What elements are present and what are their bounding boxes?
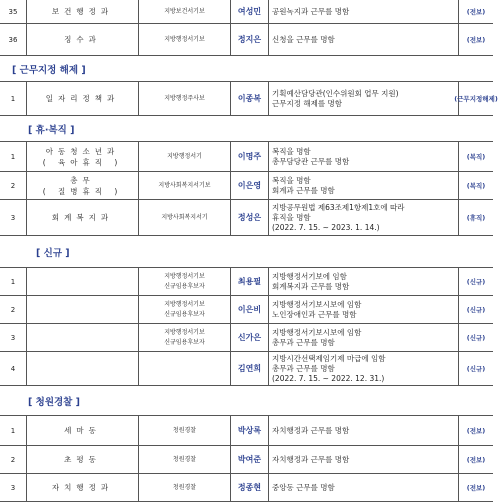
position-line: 지방행정서기보 [164,272,205,280]
action-tag [458,172,493,199]
action-tag-text: (전보) [466,7,486,16]
row-number [0,446,26,473]
table-row [0,172,493,200]
table-row [0,142,493,172]
table-row [0,474,493,502]
order-note-cell [268,172,458,199]
department-cell [26,200,138,235]
name-text: 이종복 [237,94,262,103]
department-cell [26,0,138,23]
order-note-line: 지방행정서기보에 임함 [272,271,347,281]
row-number-text: 3 [10,213,16,222]
position-cell [138,416,230,445]
department-cell [26,296,138,323]
position-line: 지방사회복지서기 [161,213,208,221]
position-line: 청원경찰 [172,455,197,463]
table-row [0,24,493,56]
name-text: 여성민 [237,7,262,16]
row-number [0,172,26,199]
section-heading [0,386,493,416]
table-row [0,352,493,386]
position-cell [138,474,230,501]
department-line: ( 질병휴직 ) [42,186,123,196]
section-heading-text: [ 청원경찰 ] [28,396,81,408]
position-cell [138,324,230,351]
position-cell [138,352,230,385]
order-note-line: (2022. 7. 15. ~ 2023. 1. 14.) [272,222,380,232]
position-line: 지방행정서기보 [164,35,205,43]
department-cell [26,324,138,351]
order-note-cell [268,142,458,171]
row-number [0,324,26,351]
name-cell [230,474,268,501]
row-number-text: 36 [8,35,18,44]
order-note-line: 지방행정서기보시보에 임함 [272,327,362,337]
row-number [0,200,26,235]
action-tag [458,352,493,385]
order-note-line: 중앙동 근무를 명함 [272,482,335,492]
table-row [0,82,498,116]
position-cell [138,296,230,323]
row-number [0,268,26,295]
position-cell [138,82,230,115]
department-cell [26,416,138,445]
name-text: 정지은 [237,35,262,44]
department-cell [26,82,138,115]
action-tag [458,296,493,323]
name-cell [230,416,268,445]
order-note-line: 근무지정 해제를 명함 [272,98,342,108]
row-number [0,352,26,385]
order-note-line: 총무담당관 근무를 명함 [272,156,350,166]
order-note-cell [268,446,458,473]
action-tag [458,0,493,23]
table-row [0,416,493,446]
action-tag [458,324,493,351]
order-note-line: 신청을 근무를 명함 [272,34,335,44]
position-line: 지방보건서기보 [164,7,205,15]
action-tag-text: (전보) [466,35,486,44]
position-line: 청원경찰 [172,483,197,491]
order-note-line: 휴직을 명함 [272,212,311,222]
department-cell [26,352,138,385]
position-line: 지방행정서기보 [164,328,205,336]
order-note-cell [268,474,458,501]
action-tag-text: (신규) [466,364,486,373]
action-tag [458,142,493,171]
order-note-cell [268,268,458,295]
order-note-line: 공원녹지과 근무를 명함 [272,6,350,16]
position-line: 지방사회복지서기보 [158,181,211,189]
order-note-cell [268,24,458,55]
position-cell [138,142,230,171]
order-note-line: 지방행정서기보시보에 임함 [272,299,362,309]
row-number [0,0,26,23]
position-line: 지방행정서기보 [164,300,205,308]
row-number-text: 2 [10,455,16,464]
position-line: 신규임용후보자 [164,282,205,290]
position-cell [138,0,230,23]
order-note-cell [268,352,458,385]
department-line: 초평동 [64,455,101,464]
name-cell [230,268,268,295]
section-heading-text: [ 근무지정 해제 ] [12,64,86,76]
name-text: 정성은 [237,213,262,222]
order-note-cell [268,324,458,351]
position-cell [138,268,230,295]
table-row [0,296,493,324]
action-tag [458,24,493,55]
row-number [0,142,26,171]
row-number-text: 1 [10,94,16,103]
action-tag-text: (근무지정해제) [454,94,498,103]
name-cell [230,0,268,23]
row-number-text: 4 [10,364,16,373]
position-cell [138,200,230,235]
name-text: 최용필 [237,277,262,286]
action-tag [458,416,493,445]
row-number-text: 1 [10,277,16,286]
order-note-line: 총무과 근무를 명함 [272,337,335,347]
order-note-line: 노인장애인과 근무를 명함 [272,309,357,319]
department-cell [26,446,138,473]
row-number [0,474,26,501]
department-line: ( 육아휴직 ) [42,157,123,167]
action-tag-text: (전보) [466,426,486,435]
position-cell [138,24,230,55]
section-heading [0,236,493,268]
name-cell [230,352,268,385]
row-number [0,416,26,445]
position-line: 지방행정주사보 [164,94,205,102]
row-number [0,82,26,115]
order-note-line: 복직을 명함 [272,146,311,156]
order-note-line: (2022. 7. 15. ~ 2022. 12. 31.) [272,373,385,383]
department-cell [26,474,138,501]
row-number [0,296,26,323]
section-heading [0,116,493,142]
department-cell [26,142,138,171]
name-cell [230,142,268,171]
department-line: 자치행정과 [51,483,114,492]
name-text: 이은영 [237,181,262,190]
order-note-line: 기획예산담당관(인수위원회 업무 지원) [272,88,399,98]
row-number-text: 2 [10,305,16,314]
action-tag-text: (전보) [466,483,486,492]
order-note-cell [268,0,458,23]
name-text: 이명주 [237,152,262,161]
position-line: 청원경찰 [172,426,197,434]
name-text: 박여준 [237,455,262,464]
name-cell [230,296,268,323]
row-number-text: 3 [10,333,16,342]
action-tag-text: (신규) [466,277,486,286]
name-cell [230,24,268,55]
order-note-cell [268,200,458,235]
order-note-line: 자치행정과 근무를 명함 [272,454,350,464]
name-text: 정종현 [237,483,262,492]
department-line: 회계복지과 [51,213,114,222]
action-tag [458,446,493,473]
department-line: 징수과 [64,35,101,44]
action-tag-text: (신규) [466,305,486,314]
order-note-cell [268,82,458,115]
order-note-cell [268,296,458,323]
order-note-line: 지방시간선택제임기제 마급에 임함 [272,353,386,363]
name-text: 이은비 [237,305,262,314]
action-tag-text: (복직) [466,181,486,190]
table-row [0,268,493,296]
order-note-cell [268,416,458,445]
table-row [0,446,493,474]
row-number [0,24,26,55]
department-cell [26,172,138,199]
name-cell [230,446,268,473]
row-number-text: 3 [10,483,16,492]
position-cell [138,446,230,473]
name-text: 신가은 [237,333,262,342]
position-cell [138,172,230,199]
position-line: 지방행정서기 [167,152,202,160]
name-cell [230,200,268,235]
department-line: 아동청소년과 [45,146,120,156]
department-cell [26,24,138,55]
section-heading-text: [ 휴·복직 ] [28,124,75,136]
department-cell [26,268,138,295]
section-heading-text: [ 신규 ] [36,247,70,259]
table-row [0,200,493,236]
department-line: 보건행정과 [51,7,114,16]
name-text: 박상록 [237,426,262,435]
order-note-line: 총무과 근무를 명함 [272,363,335,373]
order-note-line: 지방공무원법 제63조제1항제1호에 따라 [272,202,405,212]
row-number-text: 2 [10,181,16,190]
row-number-text: 1 [10,426,16,435]
table-row [0,0,493,24]
name-cell [230,324,268,351]
department-line: 총무 [70,175,95,185]
action-tag-text: (휴직) [466,213,486,222]
action-tag [458,268,493,295]
department-line: 일자리정책과 [45,94,120,103]
action-tag [454,82,498,115]
name-text: 김연희 [237,364,262,373]
action-tag [458,200,493,235]
row-number-text: 1 [10,152,16,161]
section-heading [0,56,493,82]
order-note-line: 복직을 명함 [272,175,311,185]
department-line: 세마동 [64,426,101,435]
order-note-line: 자치행정과 근무를 명함 [272,425,350,435]
order-note-line: 회계과 근무를 명함 [272,185,335,195]
action-tag [458,474,493,501]
name-cell [230,172,268,199]
order-note-line: 회계복지과 근무를 명함 [272,281,350,291]
action-tag-text: (복직) [466,152,486,161]
position-line: 신규임용후보자 [164,310,205,318]
row-number-text: 35 [8,7,18,16]
name-cell [230,82,268,115]
action-tag-text: (전보) [466,455,486,464]
position-line: 신규임용후보자 [164,338,205,346]
table-row [0,324,493,352]
action-tag-text: (신규) [466,333,486,342]
